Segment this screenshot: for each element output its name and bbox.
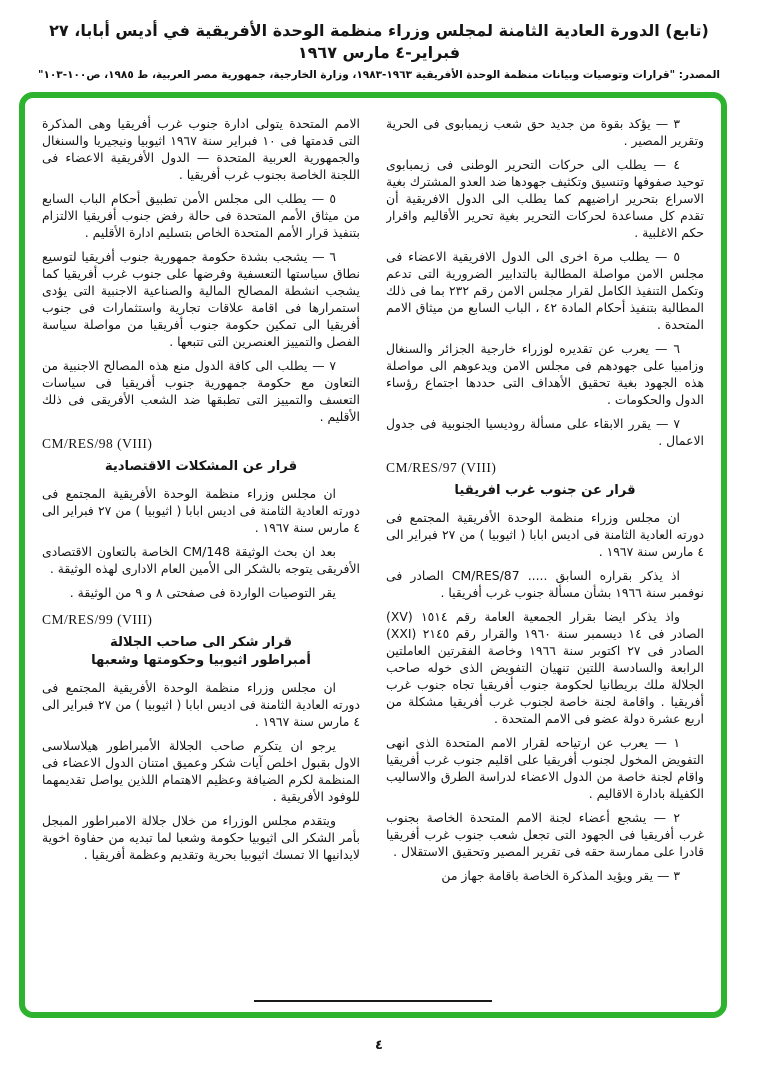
paragraph: بعد ان بحث الوثيقة CM/148 الخاصة بالتعاون الاقتصادى الأفريقى يتوجه بالشكر الى الأمين العام الادارى لهذه الوثيقة . bbox=[42, 544, 360, 576]
source-citation: المصدر: "قرارات وتوصيات وبيانات منظمة الوحدة الأفريقية ١٩٦٣-١٩٨٣، وزارة الخارجية، جمهورية مصر العربية، ط ١٩٨٥، ص١٠٠-١٠٣" bbox=[38, 69, 720, 81]
resolution-code: CM/RES/99 (VIII) bbox=[42, 612, 153, 627]
resolution-heading-line: قرار عن المشكلات الاقتصادية bbox=[104, 459, 298, 474]
column-left bbox=[42, 115, 360, 978]
paragraph: ان مجلس وزراء منظمة الوحدة الأفريقية المجتمع فى دورته العادية الثامنة فى اديس ابابا ( اثيوبيا ) من ٢٧ فبراير الى ٤ مارس سنة ١٩٦٧ . bbox=[42, 680, 360, 729]
resolution-heading bbox=[42, 458, 360, 476]
paragraph: يقر التوصيات الواردة فى صفحتى ٨ و ٩ من الوثيقة . bbox=[69, 585, 336, 600]
paragraph: ٥ — يطلب مرة اخرى الى الدول الافريقية الاعضاء فى مجلس الامن مواصلة المطالبة بالتدابير الضرورية التى تدعم وتكمل التنفيذ الكامل لقرار مجلس الامن رقم ٢٣٢ بما فى ذلك المطالبة بتنفيذ أحكام المادة ٤٢ ، الباب السابع من ميثاق الامم المتحدة . bbox=[386, 249, 704, 332]
paragraph: ٧ — يطلب الى كافة الدول منع هذه المصالح الاجنبية من التعاون مع حكومة جمهورية جنوب أفريقيا فى سياسات التعسف والتمييز التى تطبقها ضد الشعب الأفريقى فى ذلك الأقليم . bbox=[42, 358, 360, 424]
resolution-heading-line: قرار شكر الى صاحب الجلالة bbox=[109, 635, 293, 650]
paragraph: ٥ — يطلب الى مجلس الأمن تطبيق أحكام الباب السابع من ميثاق الأمم المتحدة فى حالة رفض جنوب أفريقيا الالتزام بتنفيذ قرار الأمم المتحدة الخاص بتسليم ادارة الأقليم . bbox=[42, 191, 360, 240]
paragraph: الامم المتحدة يتولى ادارة جنوب غرب أفريقيا وهى المذكرة التى قدمتها فى ١٠ فبراير سنة ١٩٦٧ اثيوبيا ونيجيريا والسنغال والجمهورية العربية المتحدة — الدول الأفريقية الاعضاء فى اللجنة الخاصة بجنوب غرب أفريقيا . bbox=[42, 116, 360, 182]
paragraph: ٦ — يعرب عن تقديره لوزراء خارجية الجزائر والسنغال وزامبيا على جهودهم فى مجلس الامن ويدعوهم الى مواصلة هذه الجهود بغية تحقيق الأهداف التى حددها اجتماع رؤساء الدول والحكومات . bbox=[386, 341, 704, 407]
paragraph: اذ يذكر بقراره السابق ..... CM/RES/87 الصادر فى نوفمبر سنة ١٩٦٦ بشأن مسألة جنوب غرب أفريقيا . bbox=[386, 568, 704, 600]
paragraph: يرجو ان يتكرم صاحب الجلالة الأمبراطور هيلاسلاسى الاول بقبول اخلص آيات شكر وعميق امتنان الدول الاعضاء فى المنظمة لكرم الضيافة وعظيم الاهتمام اللذين يواصل تقديمهما للوفود الأفريقية . bbox=[42, 738, 360, 804]
paragraph: ٧ — يقرر الابقاء على مسألة روديسيا الجنوبية فى جدول الاعمال . bbox=[386, 416, 704, 448]
resolution-code: CM/RES/97 (VIII) bbox=[386, 460, 497, 475]
resolution-heading-line: أمبراطور اثيوبيا وحكومتها وشعبها bbox=[91, 653, 311, 668]
paragraph: ٣ — يقر ويؤيد المذكرة الخاصة باقامة جهاز من bbox=[441, 868, 680, 883]
paragraph: ٤ — يطلب الى حركات التحرير الوطنى فى زيمبابوى توحيد صفوفها وتنسيق وتكثيف جهودها ضد العدو المشترك بغية الاسراع بتحرير اراضيهم كما يطلب الى الدول الافريقية أن تقدم كل مساعدة لحركات التحرير بغية تحرير الأقاليم واقرار حكم الاغلبية . bbox=[386, 157, 704, 240]
session-title: (تابع) الدورة العادية الثامنة لمجلس وزراء منظمة الوحدة الأفريقية في أديس أبابا، ٢٧ فبراير-٤ مارس ١٩٦٧ bbox=[49, 21, 709, 62]
page-number: ٤ bbox=[375, 1038, 383, 1053]
paragraph: ٣ — يؤكد بقوة من جديد حق شعب زيمبابوى فى الحرية وتقرير المصير . bbox=[386, 116, 704, 148]
column-right bbox=[386, 115, 704, 978]
paragraph: واذ يذكر ايضا بقرار الجمعية العامة رقم ١٥١٤ (XV) الصادر فى ١٤ ديسمبر سنة ١٩٦٠ والقرار رقم ٢١٤٥ (XXI) الصادر فى ٢٧ اكتوبر سنة ١٩٦٦ وخاصة الفقرتين العاملتين الرابعة والسادسة اللتين تنهيان التفويض الذى خوله صاحب الجلالة ملك بريطانيا لحكومة جنوب أفريقيا تجاه جنوب غرب أفريقيا . واقامة لجنة خاصة لجنوب غرب أفريقيا مشكلة من اربع عشرة دولة عضو فى الامم المتحدة . bbox=[386, 609, 704, 726]
paragraph: ١ — يعرب عن ارتياحه لقرار الامم المتحدة الذى انهى التفويض المخول لجنوب أفريقيا على اقليم جنوب غرب أفريقيا واقام لجنة خاصة من الدول الاعضاء لدراسة الطرق والاساليب الكفيلة بادارة الاقاليم . bbox=[386, 735, 704, 801]
paragraph: ٦ — يشجب بشدة حكومة جمهورية جنوب أفريقيا لتوسيع نطاق سياستها التعسفية وفرضها على جنوب غرب أفريقيا كما يشجب انشطة المصالح المالية والصناعية الاجنبية التى يؤدى استمرارها فى اقامة علاقات تجارية واستثمارات فى جنوب أفريقيا الى تمكين حكومة جنوب أفريقيا من مواصلة سياسة الفصل والتمييز العنصرين التى تتبعها . bbox=[42, 249, 360, 349]
two-column-text bbox=[25, 98, 721, 978]
page-header bbox=[0, 20, 758, 81]
resolution-heading bbox=[386, 482, 704, 500]
resolution-code: CM/RES/98 (VIII) bbox=[42, 436, 153, 451]
paragraph: ٢ — يشجع أعضاء لجنة الامم المتحدة الخاصة بجنوب غرب أفريقيا فى الجهود التى تجعل شعب جنوب غرب أفريقيا قادرا على ممارسة حقه فى تقرير المصير وتحقيق الاستقلال . bbox=[386, 810, 704, 859]
resolution-heading bbox=[42, 634, 360, 670]
resolution-heading-line: قرار عن جنوب غرب افريقيا bbox=[454, 483, 636, 498]
paragraph: ويتقدم مجلس الوزراء من خلال جلالة الامبراطور المبجل بأمر الشكر الى اثيوبيا حكومة وشعبا لما تبديه من حفاوة اخوية لايدانيها الا تمسك اثيوبيا بحرية وتقديم وعظمة أفريقيا . bbox=[42, 813, 360, 862]
paragraph: ان مجلس وزراء منظمة الوحدة الأفريقية المجتمع فى دورته العادية الثامنة فى اديس ابابا ( اثيوبيا ) من ٢٧ فبراير الى ٤ مارس سنة ١٩٦٧ . bbox=[386, 510, 704, 559]
footnote-divider bbox=[254, 1000, 492, 1002]
document-frame bbox=[19, 92, 727, 1018]
paragraph: ان مجلس وزراء منظمة الوحدة الأفريقية المجتمع فى دورته العادية الثامنة فى اديس ابابا ( اثيوبيا ) من ٢٧ فبراير الى ٤ مارس سنة ١٩٦٧ . bbox=[42, 486, 360, 535]
